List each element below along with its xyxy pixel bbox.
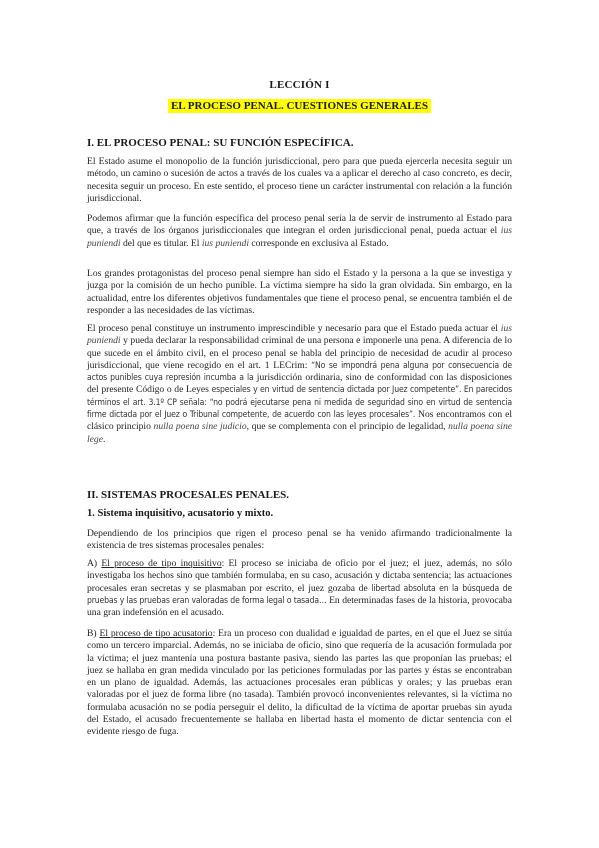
- section-heading-2: II. SISTEMAS PROCESALES PENALES.: [87, 489, 290, 501]
- latin-term: ius puniendi: [87, 323, 512, 347]
- lesson-title: EL PROCESO PENAL. CUESTIONES GENERALES: [168, 99, 431, 113]
- text: Nos encontramos con el clásico principio: [87, 409, 512, 433]
- text: del que es titular. El: [120, 237, 202, 249]
- quoted-law: “No se impondrá pena alguna por consecuencia de actos punibles cuya represión incumba a la: [87, 360, 512, 384]
- text: B): [87, 628, 100, 639]
- text: : El proceso se iniciaba de oficio por el juez; el juez, además, no sólo investigaba los hechos sino que también formulaba, en su caso, acusación y dictaba sentencia; las actuaciones procesales eran secretas y se plasmaban por escrito, el juez gozaba de: [87, 558, 512, 594]
- condensed-text: libertad absoluta en la búsqueda de pruebas y las pruebas eran valoradas de forma legal o tasada…: [87, 583, 512, 606]
- subsection-heading: 1. Sistema inquisitivo, acusatorio y mixto.: [87, 508, 274, 519]
- text: En determinadas fases de la historia, provocaba una gran indefensión en el acusado.: [87, 594, 512, 619]
- latin-term: nulla poena sine lege: [87, 421, 512, 445]
- lesson-title-wrap: [0, 96, 599, 114]
- system-label: El proceso de tipo acusatorio: [99, 628, 213, 639]
- lesson-number: LECCIÓN I: [269, 79, 330, 91]
- text: .: [102, 433, 106, 445]
- section-heading-1: I. EL PROCESO PENAL: SU FUNCIÓN ESPECÍFICA.: [87, 137, 354, 149]
- text: , que se complementa con el principio de legalidad,: [246, 421, 449, 433]
- paragraph-system-a: [87, 558, 512, 619]
- latin-term: ius puniendi: [201, 237, 250, 249]
- paragraph: Los grandes protagonistas del proceso penal siempre han sido el Estado y la persona a la que se investiga y juzga por la comisión de un hecho punible. La víctima siempre ha sido la gran olvidada. Sin embargo, en la actualidad, entre los diferentes objetivos fundamentales que tiene el proceso penal, se encuentra también el de responder a las necesidades de las víctimas.: [87, 268, 512, 316]
- paragraph: [87, 213, 512, 250]
- latin-term: ius puniendi: [87, 225, 512, 249]
- text: jurisdicción ordinaria, sino de conformidad con las disposiciones del presente Código o de Leyes: [87, 372, 513, 396]
- paragraph: Dependiendo de los principios que rigen el proceso penal se ha venido afirmando tradicionalmente la existencia de tres sistemas procesales penales:: [87, 528, 512, 552]
- paragraph: El Estado asume el monopolio de la función jurisdiccional, pero para que pueda ejercerla necesita seguir un método, un camino o sucesión de actos a través de los cuales va a aplicar el derecho al caso concreto, es decir, necesita seguir un proceso. En este sentido, el proceso tiene un carácter instrumental con relación a la función jurisdiccional.: [87, 156, 512, 204]
- quoted-law: especiales y en virtud de sentencia dictada por Juez competente”. En parecidos términos el art. 3.1º CP señala: “no podrá ejecutarse pena ni medida de seguridad sino en virtud de sentencia firme dictada por el Juez o Tribunal competente, de acuerdo con las leyes procesales”.: [87, 385, 512, 421]
- text: : Era un proceso con dualidad e igualdad de partes, en el que el Juez se sitúa como un tercero imparcial. Además, no se iniciaba de oficio, sino que requería de la acusación formulada por la víctima; el juez mantenía una postura bastante pasiva, siendo las partes las que proponían las pruebas; el juez se hallaba en gran medida vinculado por las peticiones formuladas por las partes y éstas se encontraban en un plano de igualdad. Además, las actuaciones procesales eran públicas y orales; y las pruebas eran valoradas por el juez de forma libre (no tasada). También provocó inconvenientes relevantes, si la víctima no formulaba acusación no se podía perseguir el delito, la dificultad de la víctima de aportar pruebas sin ayuda del Estado, el acusado frecuentemente se hallaba en libertad hasta el momento de dictar sentencia con el evidente riesgo de fuga.: [87, 628, 512, 738]
- text: corresponde en exclusiva al Estado.: [249, 237, 389, 249]
- text: El proceso penal constituye un instrumento imprescindible y necesario para que el Estado pueda actuar el: [87, 323, 501, 334]
- paragraph-system-b: [87, 628, 512, 739]
- paragraph: [87, 323, 512, 446]
- text: A): [87, 558, 102, 569]
- system-label: El proceso de tipo inquisitivo: [101, 558, 222, 569]
- latin-term: nulla poena sine judicio: [153, 421, 247, 433]
- text: Podemos afirmar que la función específica del proceso penal sería la de servir de instrumento al Estado para que, a través de los órganos jurisdiccionales que integran el orden jurisdiccional penal, pueda actuar el: [87, 213, 512, 237]
- text: y pueda declarar la responsabilidad criminal de una persona e imponerle una pena. A diferencia de lo que sucede en el ámbito civil, en el proceso penal se habla del principio de necesidad de acudir al proceso jurisdiccional, que viene recogido en el art. 1 LECrim:: [87, 335, 512, 371]
